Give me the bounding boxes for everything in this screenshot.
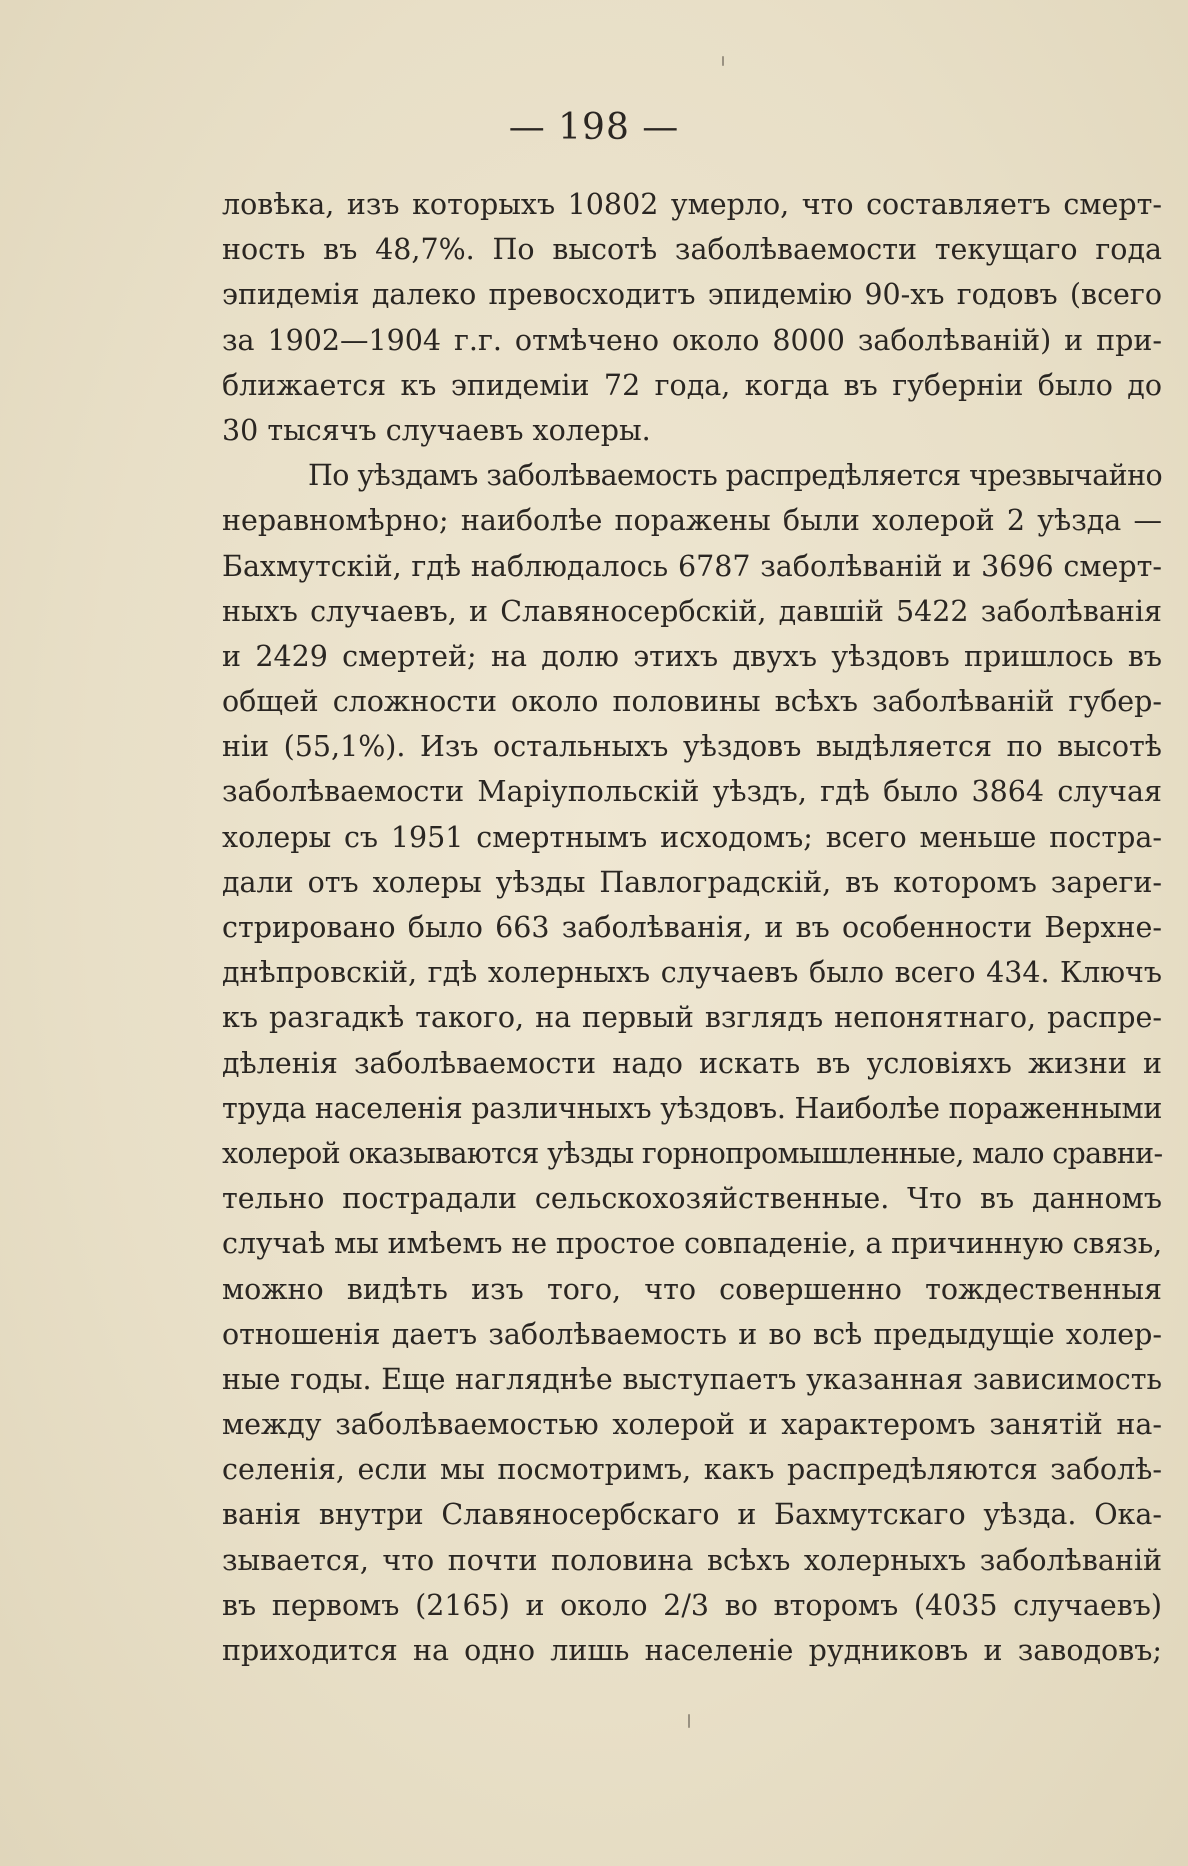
text-line: холеры съ 1951 смертнымъ исходомъ; всего меньше постра- <box>222 820 1162 854</box>
text-line: ные годы. Еще нагляднѣе выступаетъ указанная зависимость <box>222 1362 1162 1396</box>
text-line: тельно пострадали сельскохозяйственные. Что въ данномъ <box>222 1182 1162 1216</box>
text-line: холерой оказываются уѣзды горнопромышленные, мало сравни- <box>222 1136 1163 1170</box>
text-line: ловѣка, изъ которыхъ 10802 умерло, что составляетъ смерт- <box>222 188 1162 221</box>
text-line: 30 тысячъ случаевъ холеры. <box>222 413 651 447</box>
text-line: за 1902—1904 г.г. отмѣчено около 8000 заболѣваній) и при- <box>222 323 1162 357</box>
text-line: отношенія даетъ заболѣваемость и во всѣ предыдущіе холер- <box>222 1317 1162 1351</box>
body-text <box>222 182 1162 1673</box>
text-line: неравномѣрно; наиболѣе поражены были холерой 2 уѣзда — <box>222 504 1162 538</box>
text-line: дѣленія заболѣваемости надо искать въ условіяхъ жизни и <box>222 1046 1162 1080</box>
text-line: заболѣваемости Маріупольскій уѣздъ, гдѣ было 3864 случая <box>222 775 1162 809</box>
text-line: эпидемія далеко превосходитъ эпидемію 90-хъ годовъ (всего <box>222 278 1162 312</box>
text-line: ніи (55,1%). Изъ остальныхъ уѣздовъ выдѣляется по высотѣ <box>222 730 1162 764</box>
text-line: дали отъ холеры уѣзды Павлоградскій, въ которомъ зареги- <box>222 865 1162 899</box>
text-line: ныхъ случаевъ, и Славяносербскій, давшій 5422 заболѣванія <box>222 594 1162 628</box>
text-line: между заболѣваемостью холерой и характеромъ занятій на- <box>222 1408 1162 1442</box>
text-line: приходится на одно лишь населеніе рудниковъ и заводовъ; <box>222 1634 1162 1667</box>
text-line: можно видѣть изъ того, что совершенно тождественныя <box>222 1272 1162 1306</box>
text-line: труда населенія различныхъ уѣздовъ. Наиболѣе пораженными <box>222 1091 1163 1125</box>
text-line: и 2429 смертей; на долю этихъ двухъ уѣздовъ пришлось въ <box>222 639 1162 673</box>
text-line: случаѣ мы имѣемъ не простое совпаденіе, а причинную связь, <box>222 1227 1163 1261</box>
text-line: общей сложности около половины всѣхъ заболѣваній губер- <box>222 685 1162 719</box>
page-number: — 198 — <box>508 107 680 148</box>
text-line: По уѣздамъ заболѣваемость распредѣляется чрезвычайно <box>308 459 1163 493</box>
text-line: ность въ 48,7%. По высотѣ заболѣваемости текущаго года <box>222 233 1162 267</box>
text-line: ванія внутри Славяносербскаго и Бахмутскаго уѣзда. Ока- <box>222 1498 1162 1532</box>
text-line: ближается къ эпидеміи 72 года, когда въ губерніи было до <box>222 368 1162 402</box>
scan-speck <box>688 1714 690 1728</box>
text-line: селенія, если мы посмотримъ, какъ распредѣляются заболѣ- <box>222 1453 1162 1487</box>
scan-speck <box>722 56 724 66</box>
text-line: Бахмутскій, гдѣ наблюдалось 6787 заболѣваній и 3696 смерт- <box>222 549 1162 583</box>
text-line: зывается, что почти половина всѣхъ холерныхъ заболѣваній <box>222 1543 1162 1577</box>
text-line: въ первомъ (2165) и около 2/3 во второмъ (4035 случаевъ) <box>222 1588 1162 1622</box>
text-line: стрировано было 663 заболѣванія, и въ особенности Верхне- <box>222 911 1162 944</box>
text-line: къ разгадкѣ такого, на первый взглядъ непонятнаго, распре- <box>222 1001 1162 1035</box>
text-line: днѣпровскій, гдѣ холерныхъ случаевъ было всего 434. Ключъ <box>222 956 1162 990</box>
